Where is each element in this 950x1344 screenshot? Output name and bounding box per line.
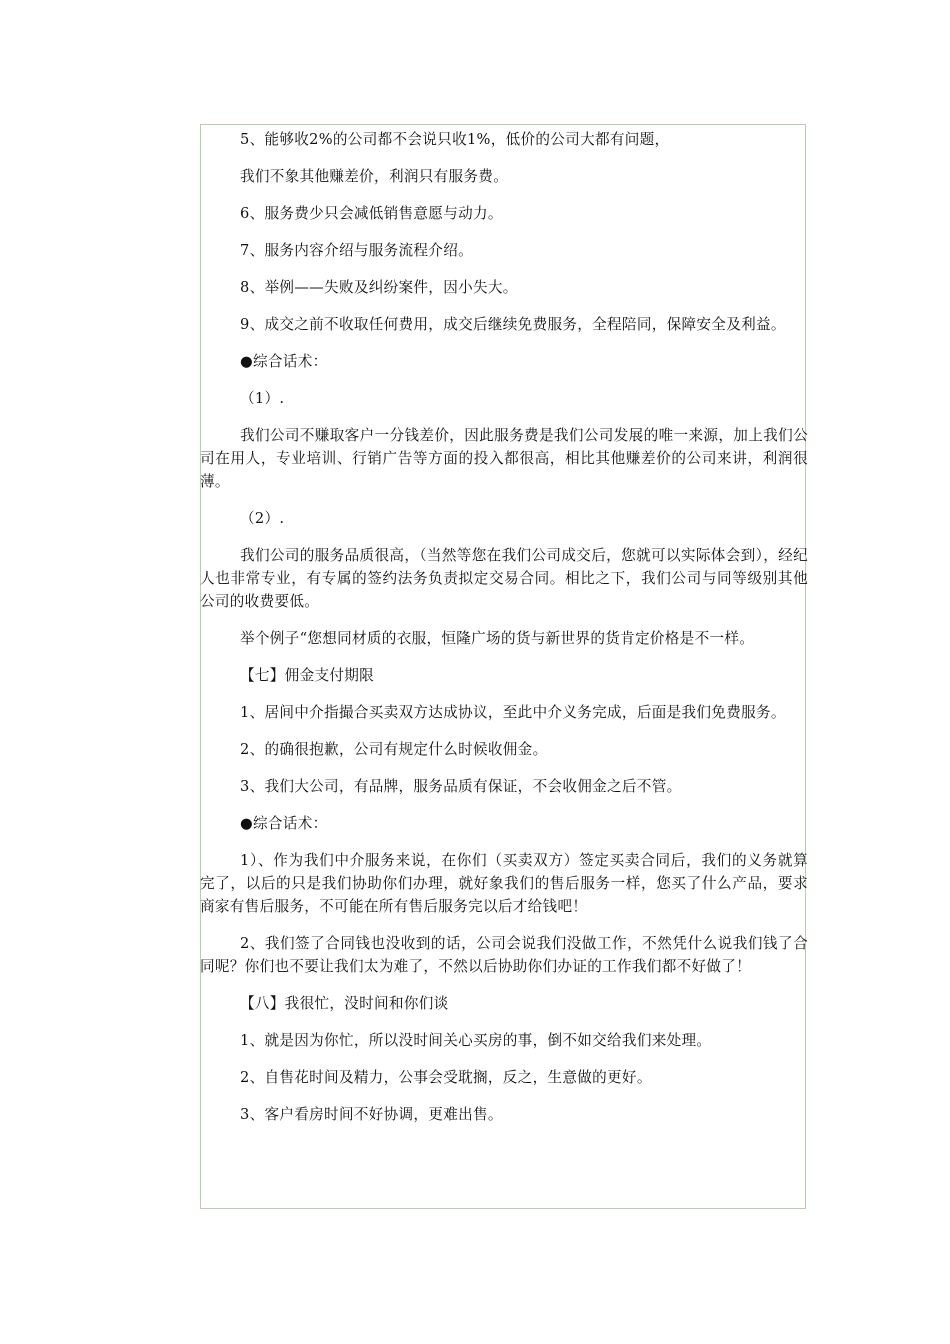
paragraph-no-price-difference: 我们公司不赚取客户一分钱差价，因此服务费是我们公司发展的唯一来源，加上我们公司在用人，专业培训、行销广告等方面的投入都很高，相比其他赚差价的公司来讲，利润很薄。 [200,427,808,490]
paragraph-busy-3: 3、客户看房时间不好协调，更难出售。 [240,1106,503,1123]
paragraph-script-after-sales: 1）、作为我们中介服务来说，在你们（买卖双方）签定买卖合同后，我们的义务就算完了，以后的只是我们协助你们办理，就好象我们的售后服务一样，您买了什么产品，要求商家有售后服务，不可能在所有售后服务完以后才给钱吧！ [200,852,808,915]
paragraph-commission-1: 1、居间中介指撮合买卖双方达成协议，至此中介义务完成，后面是我们免费服务。 [240,704,786,721]
paragraph-busy-2: 2、自售花时间及精力，公事会受耽搁，反之，生意做的更好。 [240,1069,652,1086]
paragraph-commission-2: 2、的确很抱歉，公司有规定什么时候收佣金。 [240,741,548,758]
paragraph-item-7: 7、服务内容介绍与服务流程介绍。 [240,242,473,259]
paragraph-item-6: 6、服务费少只会减低销售意愿与动力。 [240,205,503,222]
paragraph-item-5: 5、能够收2%的公司都不会说只收1%，低价的公司大都有问题， [240,131,670,148]
section-heading-commission-term: 【七】佣金支付期限 [240,667,375,684]
paragraph-service-quality: 我们公司的服务品质很高，（当然等您在我们公司成交后，您就可以实际体会到），经纪人也非常专业，有专属的签约法务负责拟定交易合同。相比之下，我们公司与同等级别其他公司的收费要低。 [200,547,808,610]
paragraph-profit-service-fee: 我们不象其他赚差价，利润只有服务费。 [240,168,509,185]
section-heading-busy: 【八】我很忙，没时间和你们谈 [240,995,449,1012]
sub-item-2-label: （2）. [240,510,285,527]
paragraph-item-8: 8、举例——失败及纠纷案件，因小失大。 [240,279,518,296]
sub-item-1-label: （1）. [240,390,285,407]
paragraph-commission-3: 3、我们大公司，有品牌，服务品质有保证，不会收佣金之后不管。 [240,778,682,795]
section-heading-script: ●综合话术： [240,353,328,370]
paragraph-item-9: 9、成交之前不收取任何费用，成交后继续免费服务，全程陪同，保障安全及利益。 [240,316,786,333]
paragraph-busy-1: 1、就是因为你忙，所以没时间关心买房的事，倒不如交给我们来处理。 [240,1032,712,1049]
paragraph-script-contract: 2、我们签了合同钱也没收到的话，公司会说我们没做工作，不然凭什么说我们钱了合同呢？你们也不要让我们太为难了，不然以后协助你们办证的工作我们都不好做了！ [200,935,808,975]
document-body [200,128,808,1140]
section-heading-script-2: ●综合话术： [240,815,328,832]
paragraph-example: 举个例子“您想同材质的衣服，恒隆广场的货与新世界的货肯定价格是不一样。 [240,630,755,647]
